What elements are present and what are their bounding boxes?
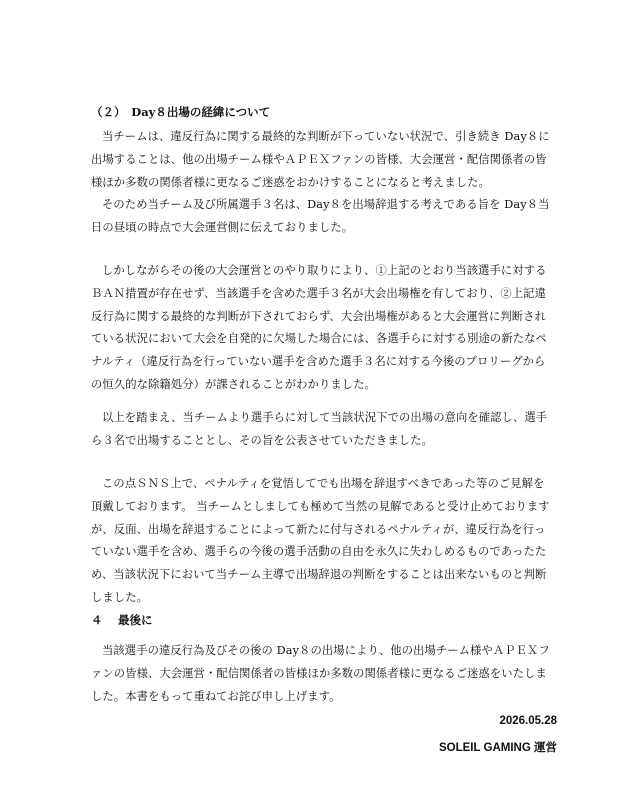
paragraph-line: の恒久的な除籍処分）が課されることがわかりました。 xyxy=(91,377,376,391)
paragraph-line: ナルティ（違反行為を行っていない選手を含めた選手３名に対する今後のプロリーグから xyxy=(91,355,546,369)
section-4-heading: ４ 最後に xyxy=(91,613,153,627)
paragraph-line: 日の昼頃の時点で大会運営側に伝えておりました。 xyxy=(91,220,354,234)
paragraph-4 xyxy=(91,407,557,453)
signature-organization: SOLEIL GAMING 運営 xyxy=(439,742,557,754)
paragraph-line: 反行為に関する最終的な判断が下されておらず、大会出場権があると大会運営に判断され xyxy=(91,309,546,323)
paragraph-line: しました。 xyxy=(91,590,148,604)
paragraph-line: ていない選手を含め、選手らの今後の選手活動の自由を永久に失わしめるものであったた xyxy=(91,545,547,559)
paragraph-line: そのため当チーム及び所属選手３名は、Day８を出場辞退する考えである旨を Day８当 xyxy=(102,198,550,211)
paragraph-line: ァンの皆様、大会運営・配信関係者の皆様ほか多数の関係者様に更なるご迷惑をいたしま xyxy=(91,666,547,680)
paragraph-line: 出場することは、他の出場チーム様やＡＰＥＸファンの皆様、大会運営・配信関係者の皆 xyxy=(91,152,547,166)
paragraph-1 xyxy=(91,126,557,194)
paragraph-line: しかしながらその後の大会運営とのやり取りにより、①上記のとおり当該選手に対する xyxy=(102,264,547,277)
paragraph-2 xyxy=(91,194,557,240)
paragraph-line: ている状況において大会を自発的に欠場した場合には、各選手らに対する別途の新たなペ xyxy=(91,332,547,346)
paragraph-5 xyxy=(91,473,557,610)
paragraph-line: した。本書をもって重ねてお詫び申し上げます。 xyxy=(91,689,341,703)
section-2-heading: （２） Day８出場の経緯について xyxy=(91,105,271,119)
paragraph-line: ＢＡＮ措置が存在せず、当該選手を含めた選手３名が大会出場権を有しており、②上記違 xyxy=(91,286,546,300)
paragraph-line: 様ほか多数の関係者様に更なるご迷惑をおかけすることになると考えました。 xyxy=(91,175,490,189)
paragraph-line: この点ＳＮＳ上で、ペナルティを覚悟してでも出場を辞退すべきであった等のご見解を xyxy=(102,477,545,490)
paragraph-line: ら３名で出場することとし、その旨を公表させていただきました。 xyxy=(91,433,433,447)
signature-date: 2026.05.28 xyxy=(499,715,557,727)
paragraph-line: 以上を踏まえ、当チームより選手らに対して当該状況下での出場の意向を確認し、選手 xyxy=(102,411,548,424)
paragraph-3 xyxy=(91,260,557,397)
paragraph-line: が、反面、出場を辞退することによって新たに付与されるペナルティが、違反行為を行っ xyxy=(91,522,546,536)
paragraph-6 xyxy=(91,640,557,708)
paragraph-line: 頂戴しております。 当チームとしましても極めて当然の見解であると受け止めております xyxy=(91,499,550,513)
paragraph-line: 当チームは、違反行為に関する最終的な判断が下っていない状況で、引き続き Day８に xyxy=(102,130,550,143)
paragraph-line: 当該選手の違反行為及びその後の Day８の出場により、他の出場チーム様やＡＰＥＸフ xyxy=(102,644,550,657)
paragraph-line: め、当該状況下において当チーム主導で出場辞退の判断をすることは出来ないものと判断 xyxy=(91,568,547,582)
